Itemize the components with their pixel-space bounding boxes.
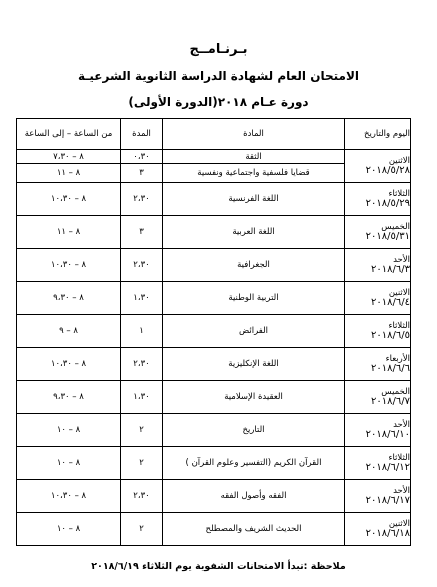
day-name: الأربعاء xyxy=(385,354,410,364)
duration-cell: ٢،٣٠ xyxy=(121,348,163,381)
exam-date: ٢٠١٨/٦/١٧ xyxy=(365,495,410,506)
day-name: الثلاثاء xyxy=(388,453,410,463)
day-name: الأحد xyxy=(393,255,410,265)
day-date-cell xyxy=(345,414,411,447)
exam-date: ٢٠١٨/٥/٣١ xyxy=(365,231,410,242)
duration-cell: ٣ xyxy=(121,216,163,249)
duration-cell: ١،٣٠ xyxy=(121,381,163,414)
table-row xyxy=(17,348,411,381)
table-row xyxy=(17,183,411,216)
table-row xyxy=(17,513,411,546)
exam-date: ٢٠١٨/٦/٧ xyxy=(371,396,410,407)
subject-cell: اللغة الإنكليزية xyxy=(163,348,345,381)
header-time: من الساعة – إلى الساعة xyxy=(17,119,121,150)
duration-cell: ٢،٣٠ xyxy=(121,183,163,216)
time-cell: ٨ – ١١ xyxy=(17,216,121,249)
duration-cell: ٢ xyxy=(121,447,163,480)
day-name: الاثنين xyxy=(388,156,410,166)
day-date-cell xyxy=(345,381,411,414)
day-date-cell xyxy=(345,447,411,480)
session-line: دورة عـام ٢٠١٨(الدورة الأولى) xyxy=(128,95,309,109)
exam-date: ٢٠١٨/٦/٦ xyxy=(371,363,410,374)
subject-cell: القرآن الكريم (التفسير وعلوم القرآن ) xyxy=(163,447,345,480)
subject-cell: التربية الوطنية xyxy=(163,282,345,315)
table-row xyxy=(17,150,411,164)
time-cell: ٨ – ٧،٣٠ xyxy=(17,150,121,164)
day-date-cell xyxy=(345,183,411,216)
day-date-cell xyxy=(345,513,411,546)
day-name: الاثنين xyxy=(388,288,410,298)
day-name: الثلاثاء xyxy=(388,321,410,331)
table-row xyxy=(17,414,411,447)
header-duration: المدة xyxy=(121,119,163,150)
table-row xyxy=(17,249,411,282)
day-name: الثلاثاء xyxy=(388,189,410,199)
time-cell: ٨ – ١٠ xyxy=(17,447,121,480)
footer-note: ملاحظة :تبدأ الامتحانات الشفوية يوم الثلاثاء ٢٠١٨/٦/١٩ xyxy=(91,561,346,572)
time-cell: ٨ – ٩،٣٠ xyxy=(17,381,121,414)
subject-cell: العقيدة الإسلامية xyxy=(163,381,345,414)
exam-date: ٢٠١٨/٥/٢٩ xyxy=(365,198,410,209)
duration-cell: ٢،٣٠ xyxy=(121,480,163,513)
day-date-cell xyxy=(345,216,411,249)
table-row xyxy=(17,216,411,249)
exam-date: ٢٠١٨/٦/١٢ xyxy=(365,462,410,473)
page-subtitle: الامتحان العام لشهادة الدراسة الثانوية الشرعيـة xyxy=(78,69,359,83)
exam-date: ٢٠١٨/٥/٢٨ xyxy=(365,165,410,176)
duration-cell: ١ xyxy=(121,315,163,348)
duration-cell: ٢،٣٠ xyxy=(121,249,163,282)
exam-date: ٢٠١٨/٦/١٨ xyxy=(365,528,410,539)
subject-cell: اللغة العربية xyxy=(163,216,345,249)
table-row xyxy=(17,480,411,513)
exam-date: ٢٠١٨/٦/٥ xyxy=(371,330,410,341)
exam-date: ٢٠١٨/٦/٤ xyxy=(371,297,410,308)
table-row xyxy=(17,315,411,348)
table-row xyxy=(17,447,411,480)
duration-cell: ٠،٣٠ xyxy=(121,150,163,164)
duration-cell: ٢ xyxy=(121,513,163,546)
subject-cell: اللغة الفرنسية xyxy=(163,183,345,216)
day-date-cell xyxy=(345,249,411,282)
subject-cell: التاريخ xyxy=(163,414,345,447)
subject-cell: الفرائض xyxy=(163,315,345,348)
table-row xyxy=(17,381,411,414)
exam-date: ٢٠١٨/٦/٣ xyxy=(371,264,410,275)
day-date-cell xyxy=(345,150,411,183)
duration-cell: ٣ xyxy=(121,164,163,183)
exam-schedule-table xyxy=(16,118,411,546)
day-date-cell xyxy=(345,348,411,381)
day-date-cell xyxy=(345,282,411,315)
duration-cell: ٢ xyxy=(121,414,163,447)
time-cell: ٨ – ١٠،٣٠ xyxy=(17,480,121,513)
time-cell: ٨ – ١٠،٣٠ xyxy=(17,183,121,216)
day-date-cell xyxy=(345,315,411,348)
day-name: الخميس xyxy=(381,387,410,397)
time-cell: ٨ – ٩ xyxy=(17,315,121,348)
header-day: اليوم والتاريخ xyxy=(345,119,411,150)
time-cell: ٨ – ١٠،٣٠ xyxy=(17,249,121,282)
header-subject: المادة xyxy=(163,119,345,150)
table-row xyxy=(17,282,411,315)
page-title: بـرنـامــج xyxy=(189,42,248,57)
exam-date: ٢٠١٨/٦/١٠ xyxy=(365,429,410,440)
time-cell: ٨ – ١١ xyxy=(17,164,121,183)
subject-cell: الفقه وأصول الفقه xyxy=(163,480,345,513)
time-cell: ٨ – ١٠ xyxy=(17,513,121,546)
subject-cell: الحديث الشريف والمصطلح xyxy=(163,513,345,546)
day-date-cell xyxy=(345,480,411,513)
day-name: الأحد xyxy=(393,486,410,496)
day-name: الأحد xyxy=(393,420,410,430)
day-name: الخميس xyxy=(381,222,410,232)
subject-cell: الجغرافية xyxy=(163,249,345,282)
table-header-row xyxy=(17,119,411,150)
day-name: الاثنين xyxy=(388,519,410,529)
table-body xyxy=(17,150,411,546)
subject-cell: الثقة xyxy=(163,150,345,164)
time-cell: ٨ – ٩،٣٠ xyxy=(17,282,121,315)
subject-cell: قضايا فلسفية واجتماعية ونفسية xyxy=(163,164,345,183)
time-cell: ٨ – ١٠ xyxy=(17,414,121,447)
duration-cell: ١،٣٠ xyxy=(121,282,163,315)
time-cell: ٨ – ١٠،٣٠ xyxy=(17,348,121,381)
